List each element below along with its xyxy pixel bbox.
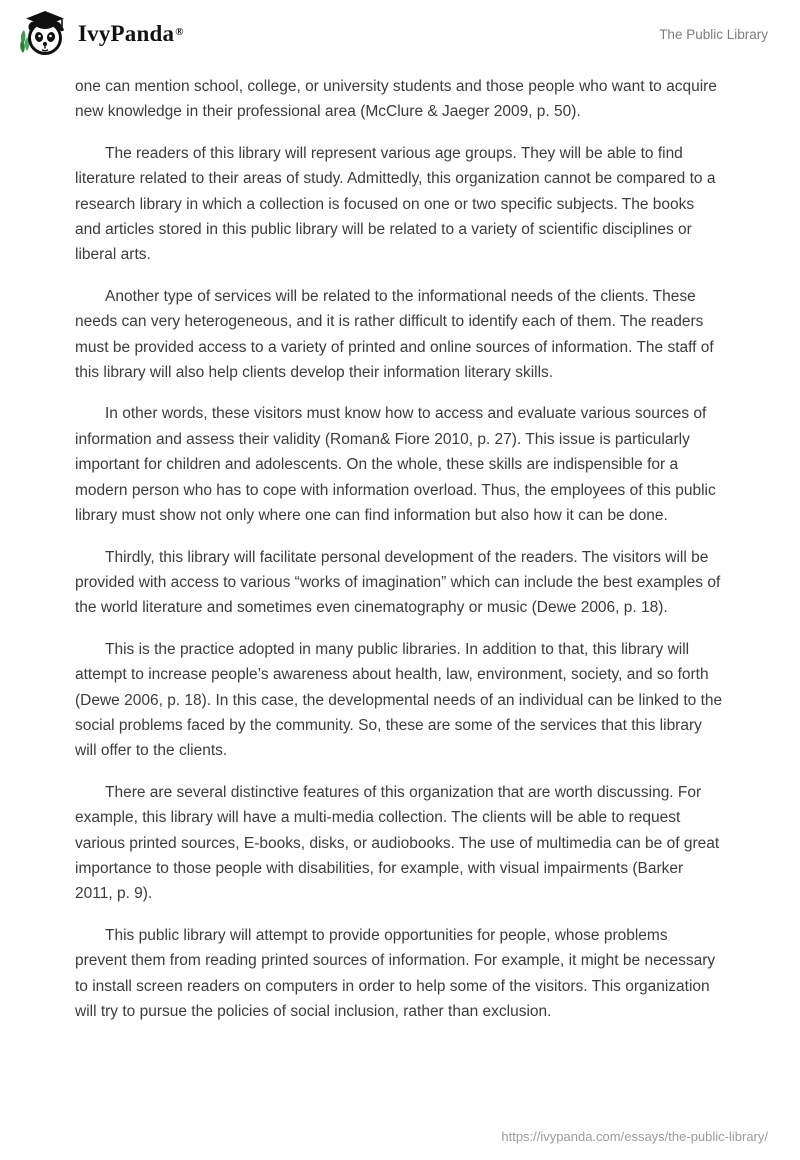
paragraph: Another type of services will be related to the informational needs of the clients. These needs can very heterogeneous, and it is rather difficult to identify each of them. The readers must be provided access to a variety of printed and online sources of information. The staff of this library will also help clients develop their information literary skills.	[75, 287, 714, 382]
source-url-link[interactable]: https://ivypanda.com/essays/the-public-library/	[501, 1129, 768, 1144]
registered-trademark: ®	[175, 25, 184, 38]
paragraph: This is the practice adopted in many public libraries. In addition to that, this library will attempt to increase people’s awareness about health, law, environment, society, and so forth (Dewe 2006, p. 18). In this case, the developmental needs of an individual can be linked to the social problems faced by the community. So, these are some of the services that this library will offer to the clients.	[75, 640, 723, 760]
paragraph: Thirdly, this library will facilitate personal development of the readers. The visitors will be provided with access to various “works of imagination” which can include the best examples of the world literature and sometimes even cinematography or music (Dewe 2006, p. 18).	[75, 548, 721, 617]
brand-name	[78, 21, 183, 47]
paragraph: The readers of this library will represent various age groups. They will be able to find literature related to their areas of study. Admittedly, this organization cannot be compared to a research library in which a collection is focused on one or two specific subjects. The books and articles stored in this public library will be related to a variety of scientific disciplines or liberal arts.	[75, 144, 716, 264]
page-footer	[501, 1128, 768, 1146]
page-header	[0, 0, 800, 64]
paragraph: In other words, these visitors must know how to access and evaluate various sources of information and assess their validity (Roman& Fiore 2010, p. 27). This issue is particularly important for children and adolescents. On the whole, these skills are indispensible for a modern person who has to cope with information overload. Thus, the employees of this public library must show not only where one can find information but also how it can be done.	[75, 405, 716, 525]
paragraph: This public library will attempt to provide opportunities for people, whose problems prevent them from reading printed sources of information. For example, it might be necessary to install screen readers on computers in order to help some of the visitors. This organization will try to pursue the policies of social inclusion, rather than exclusion.	[75, 926, 716, 1020]
essay-body	[0, 64, 800, 1024]
page-title: The Public Library	[659, 26, 768, 42]
paragraph: one can mention school, college, or university students and those people who want to acquire new knowledge in their professional area (McClure & Jaeger 2009, p. 50).	[75, 78, 717, 121]
brand-text: IvyPanda	[78, 21, 175, 46]
ivypanda-logo-icon	[18, 10, 66, 58]
paragraph: There are several distinctive features of this organization that are worth discussing. For example, this library will have a multi-media collection. The clients will be able to request various printed sources, E-books, disks, or audiobooks. The use of multimedia can be of great importance to those people with disabilities, for example, with visual impairments (Barker 2011, p. 9).	[75, 783, 720, 903]
brand[interactable]	[18, 10, 183, 58]
